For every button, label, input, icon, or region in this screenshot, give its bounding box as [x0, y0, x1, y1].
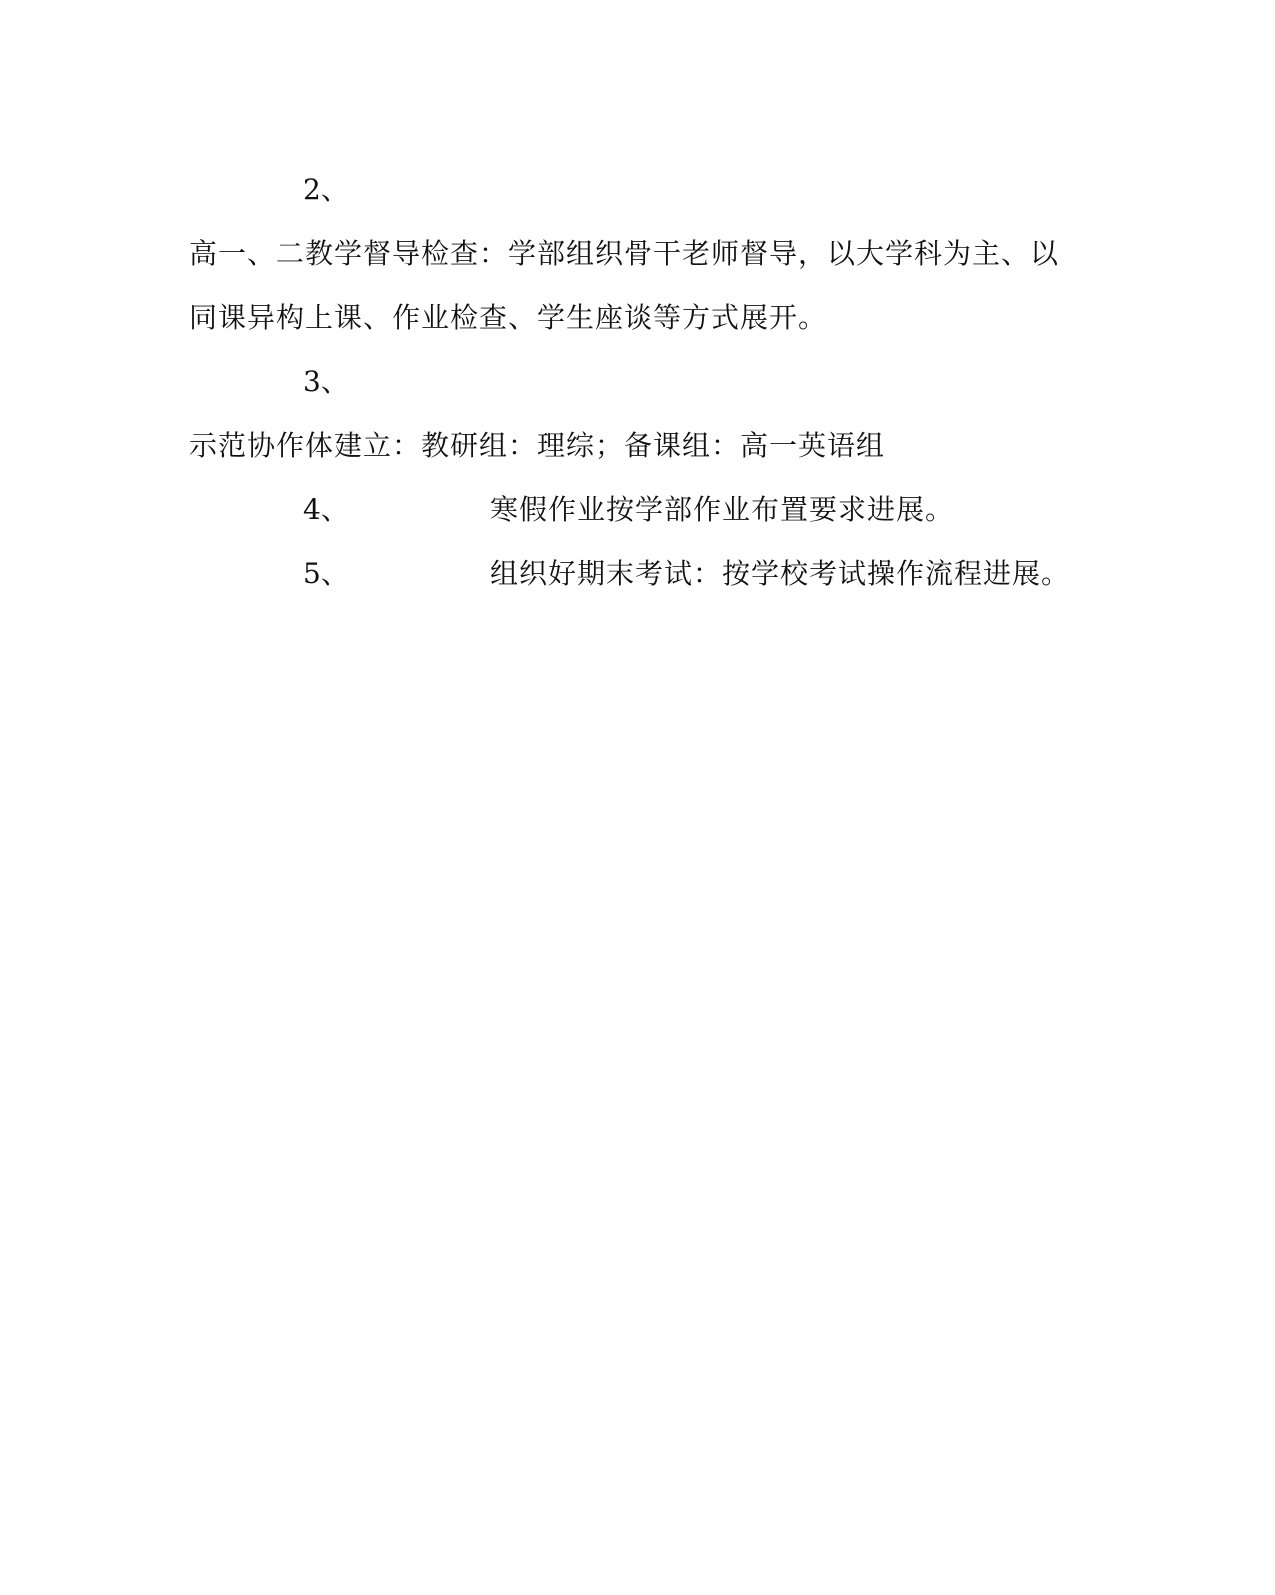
- item-4-text: 寒假作业按学部作业布置要求进展。: [490, 493, 955, 526]
- item-2-number: 2、: [303, 173, 349, 206]
- item-2-line-2: 同课异构上课、作业检查、学生座谈等方式展开。: [189, 301, 828, 334]
- item-4-number: 4、: [303, 493, 349, 526]
- item-5-text: 组织好期末考试：按学校考试操作流程进展。: [490, 557, 1071, 590]
- item-3-number: 3、: [303, 365, 349, 398]
- item-3-line-1: 示范协作体建立：教研组：理综；备课组：高一英语组: [189, 429, 886, 462]
- item-2-line-1: 高一、二教学督导检查：学部组织骨干老师督导，以大学科为主、以: [189, 237, 1060, 270]
- item-5-number: 5、: [303, 557, 349, 590]
